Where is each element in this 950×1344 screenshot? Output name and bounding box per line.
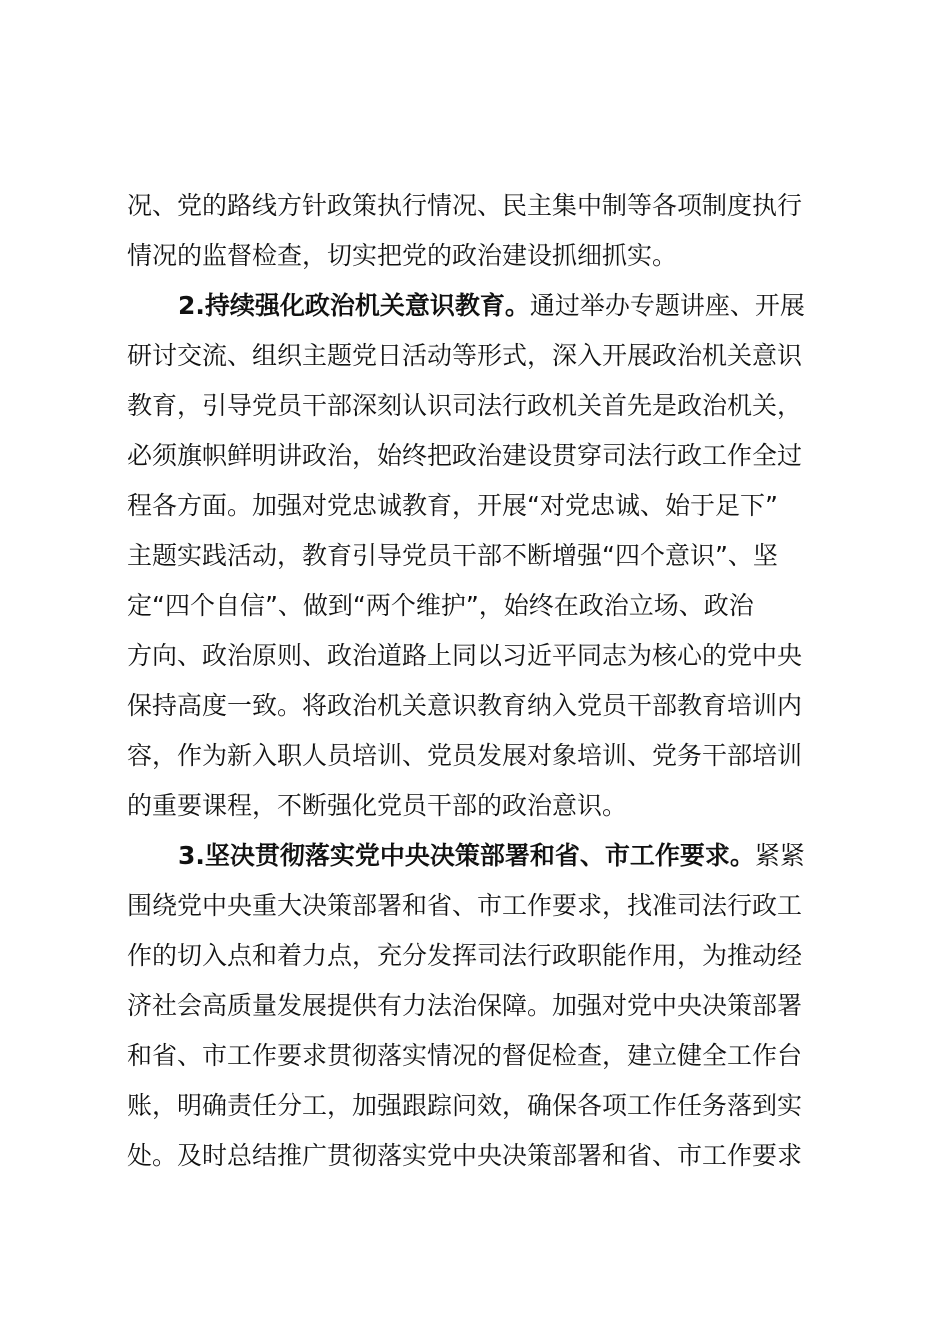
paragraph-line: 研讨交流、组织主题党日活动等形式，深入开展政治机关意识 <box>127 341 803 370</box>
paragraph-line: 况、党的路线方针政策执行情况、民主集中制等各项制度执行 <box>127 191 803 220</box>
paragraph-line: 账，明确责任分工，加强跟踪问效，确保各项工作任务落到实 <box>127 1091 803 1120</box>
paragraph-line: 的重要课程，不断强化党员干部的政治意识。 <box>127 791 628 820</box>
paragraph-line: 定“四个自信”、做到“两个维护”，始终在政治立场、政治 <box>127 591 754 620</box>
paragraph-line: 保持高度一致。将政治机关意识教育纳入党员干部教育培训内 <box>127 691 803 720</box>
paragraph-text: 通过举办专题讲座、开展 <box>529 291 805 320</box>
paragraph-1 <box>127 181 833 281</box>
paragraph-line: 主题实践活动，教育引导党员干部不断增强“四个意识”、坚 <box>127 541 778 570</box>
paragraph-line: 作的切入点和着力点，充分发挥司法行政职能作用，为推动经 <box>127 941 803 970</box>
paragraph-line: 教育，引导党员干部深刻认识司法行政机关首先是政治机关， <box>127 391 803 420</box>
paragraph-3 <box>127 831 833 1181</box>
paragraph-line: 方向、政治原则、政治道路上同以习近平同志为核心的党中央 <box>127 641 803 670</box>
document-body <box>127 181 833 1181</box>
paragraph-line: 济社会高质量发展提供有力法治保障。加强对党中央决策部署 <box>127 991 803 1020</box>
section-heading-2: 2.持续强化政治机关意识教育。 <box>178 291 530 320</box>
paragraph-2 <box>127 281 833 831</box>
paragraph-line: 和省、市工作要求贯彻落实情况的督促检查，建立健全工作台 <box>127 1041 803 1070</box>
paragraph-line: 程各方面。加强对党忠诚教育，开展“对党忠诚、始于足下” <box>127 491 778 520</box>
paragraph-line: 围绕党中央重大决策部署和省、市工作要求，找准司法行政工 <box>127 891 803 920</box>
paragraph-first-line <box>127 831 833 881</box>
section-heading-3: 3.坚决贯彻落实党中央决策部署和省、市工作要求。 <box>178 841 755 870</box>
paragraph-line: 必须旗帜鲜明讲政治，始终把政治建设贯穿司法行政工作全过 <box>127 441 803 470</box>
paragraph-line: 容，作为新入职人员培训、党员发展对象培训、党务干部培训 <box>127 741 803 770</box>
paragraph-text: 紧紧 <box>754 841 805 870</box>
paragraph-line: 处。及时总结推广贯彻落实党中央决策部署和省、市工作要求 <box>127 1141 803 1170</box>
paragraph-first-line <box>127 281 833 331</box>
paragraph-line: 情况的监督检查，切实把党的政治建设抓细抓实。 <box>127 241 678 270</box>
